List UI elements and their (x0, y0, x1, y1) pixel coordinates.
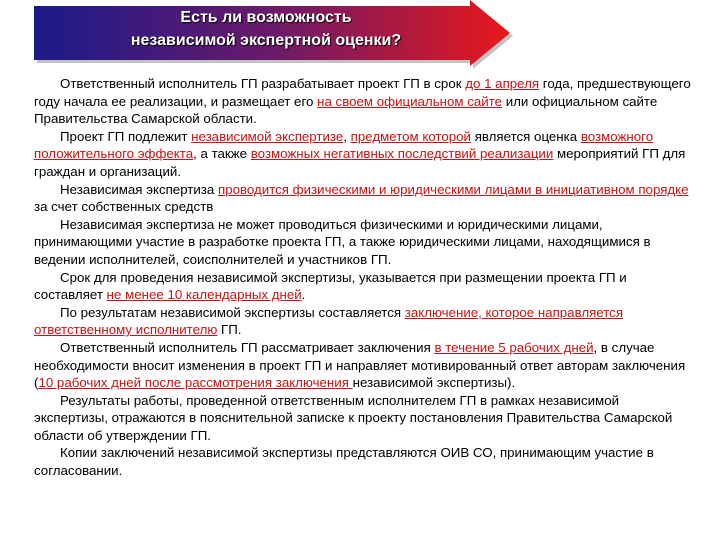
page-title (76, 6, 456, 52)
highlighted-term: до 1 апреля (465, 76, 540, 91)
highlighted-term: на своем официальном сайте (317, 93, 502, 109)
highlighted-term: возможных негативных последствий реализации (250, 146, 554, 162)
text-segment: мероприятий ГП для граждан и организаций. (34, 146, 686, 179)
text-segment: По результатам независимой экспертизы составляется (60, 304, 405, 320)
text-segment: Проект ГП подлежит (60, 128, 192, 144)
text-segment: или официальном сайте Правительства Самарской области. (34, 93, 658, 127)
paragraph (34, 339, 694, 392)
text-segment: независимой экспертизы). (352, 375, 516, 391)
text-segment: Копии заключений независимой экспертизы представляются ОИВ СО, принимающим участие в согласовании. (34, 445, 654, 479)
text-segment: за счет собственных средств (34, 199, 214, 215)
title-banner-arrow (34, 0, 514, 70)
paragraph (34, 75, 694, 128)
paragraph (34, 304, 694, 339)
text-segment: является оценка (471, 128, 581, 144)
text-segment: , (343, 128, 351, 144)
title-line-2: независимой экспертной оценки? (130, 32, 402, 49)
title-line-1: Есть ли возможность (180, 9, 352, 26)
paragraph (34, 216, 694, 269)
paragraph (34, 392, 694, 445)
text-segment: . (301, 287, 306, 303)
paragraph (34, 444, 694, 479)
highlighted-term: возможного положительного эффекта (34, 128, 654, 162)
paragraph (34, 269, 694, 304)
text-segment: года, предшествующего году начала ее реализации, и размещает его (34, 76, 691, 109)
highlighted-term: предметом которой (350, 128, 471, 144)
paragraph (34, 181, 694, 216)
paragraph (34, 128, 694, 181)
document-body (34, 75, 694, 480)
highlighted-term: независимой экспертизе (191, 128, 344, 144)
highlighted-term: заключение, которое направляется ответственному исполнителю (34, 304, 624, 338)
text-segment: Результаты работы, проведенной ответственным исполнителем ГП в рамках независимой экспертизы, отражаются в пояснительной записке к проекту постановления Правительства Самарской области об утверждении ГП. (34, 392, 673, 443)
highlighted-term: 10 рабочих дней после рассмотрения заключения (38, 375, 353, 391)
text-segment: Независимая экспертиза (60, 181, 218, 197)
highlighted-term: проводится физическими и юридическими лицами в инициативном порядке (218, 181, 689, 197)
text-segment: ГП. (217, 322, 242, 338)
text-segment: Ответственный исполнитель ГП разрабатывает проект ГП в срок (60, 76, 466, 91)
text-segment: Независимая экспертиза не может проводиться физическими и юридическими лицами, принимающими участие в разработке проекта ГП, а также юридическими лицами, находящимися в ведении исполнителей, соисполнителей и участников ГП. (34, 216, 651, 267)
text-segment: , в случае необходимости вносит изменения в проект ГП и направляет мотивированный ответ авторам заключения ( (34, 339, 686, 391)
text-segment: Ответственный исполнитель ГП рассматривает заключения (60, 339, 435, 355)
highlighted-term: в течение 5 рабочих дней (434, 339, 594, 355)
text-segment: Срок для проведения независимой экспертизы, указывается при размещении проекта ГП и составляет (34, 269, 627, 303)
text-segment: , а также (193, 146, 251, 162)
highlighted-term: не менее 10 календарных дней (106, 287, 302, 303)
